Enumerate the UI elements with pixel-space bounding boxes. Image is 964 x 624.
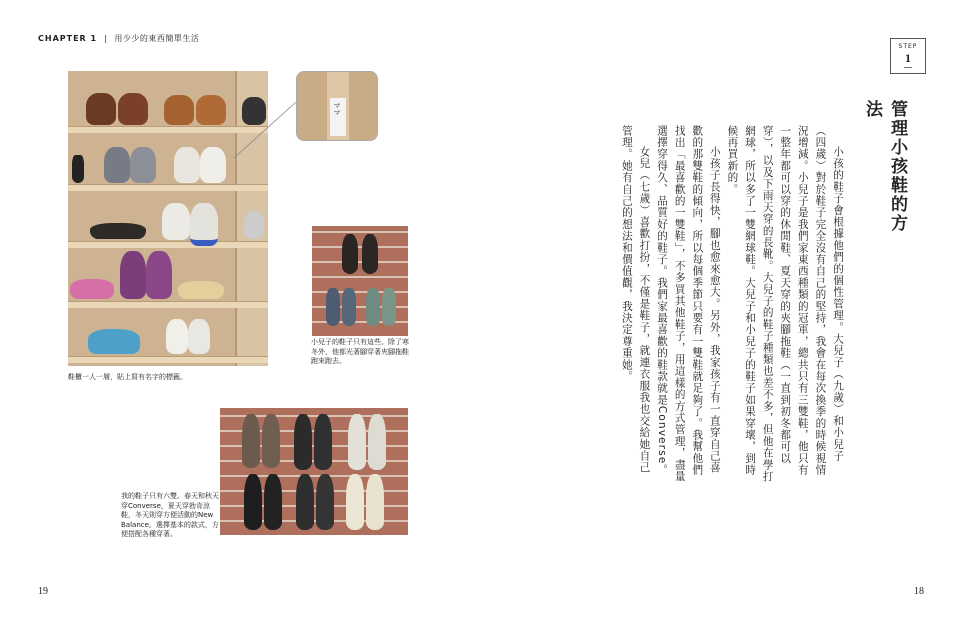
adult-shoes-photo — [220, 408, 408, 535]
chapter-label: CHAPTER 1 — [38, 34, 98, 43]
paragraph: 女兒（七歲）喜歡打扮，不僅是鞋子，就連衣服我也交給她自己管理。她有自己的想法和價值觀，我決定尊重她。 — [620, 125, 651, 474]
caption-my-shoes: 我的鞋子只有六雙。春天和秋天穿Converse，夏天穿勃肯涼鞋，冬天則穿方便活動的New Balance。選擇基本的款式，方便搭配各種穿著。 — [121, 492, 219, 538]
page-number-left: 19 — [38, 586, 48, 597]
paragraph: 小孩子長得快，腳也愈來愈大。另外，我家孩子有一直穿自己喜歡的那雙鞋的傾向，所以每個季節只要有一雙鞋就足夠了。我幫他們找出「最喜歡的一雙鞋」，不多買其他鞋子，用這樣的方式管理，盡量選擇穿得久、品質好的鞋子。我們家最喜歡的鞋款就是Converse。 — [656, 125, 721, 483]
caption-shelf: 鞋櫃一人一層，貼上寫有名字的標籤。 — [68, 373, 187, 381]
page-number-right: 18 — [914, 586, 924, 597]
name-label-inset-photo — [296, 71, 378, 141]
name-label-text: ママ — [333, 102, 341, 116]
step-badge — [890, 38, 926, 74]
article-body — [568, 125, 846, 485]
running-header — [38, 33, 199, 44]
article-title: 管理小孩鞋的方法 — [862, 100, 907, 233]
step-divider — [904, 67, 912, 68]
caption-kid-shoes: 小兒子的鞋子只有這些。除了寒冬外，他都光著腳穿著夾腳拖鞋跑來跑去。 — [311, 338, 409, 365]
kid-shoes-photo — [312, 226, 408, 336]
step-number: 1 — [905, 51, 911, 65]
callout-line — [232, 100, 298, 160]
paragraph: 小孩的鞋子會根據他們的個性管理。大兒子（九歲）和小兒子（四歲）對於鞋子完全沒有自己的堅持，我會在每次換季的時候視情況增減。小兒子是我們家東西種類的冠軍，總共只有三雙鞋，他只有一整年都可以穿的休閒鞋、夏天穿的夾腳拖鞋（一直到初冬都可以穿），以及下雨天穿的長靴。大兒子的鞋子種類也差不多，但他在學打網球，所以多了一雙網球鞋。大兒子和小兒子的鞋子如果穿壞，到時候再買新的。 — [726, 125, 844, 483]
chapter-title: 用少少的東西簡單生活 — [114, 34, 200, 43]
header-separator: | — [104, 34, 108, 43]
step-label: STEP — [898, 43, 918, 50]
